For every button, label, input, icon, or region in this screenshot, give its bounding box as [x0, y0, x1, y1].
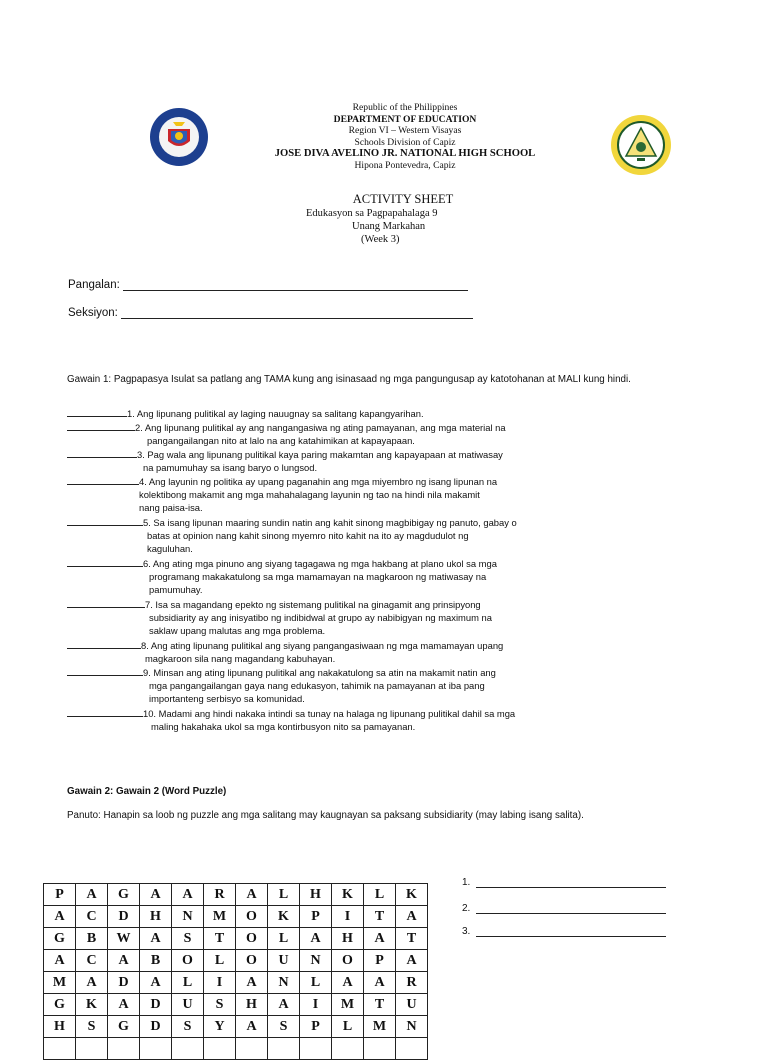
puzzle-cell[interactable]: L	[204, 950, 236, 972]
puzzle-cell[interactable]: A	[364, 972, 396, 994]
item-text-continuation: na pamumuhay sa isang baryo o lungsod.	[143, 461, 318, 473]
item-number: 2.	[135, 422, 143, 433]
item-text-continuation: subsidiarity ay ang inisyatibo ng indibidwal at grupo ay nabibigyan ng maximum na	[149, 611, 492, 623]
puzzle-cell[interactable]	[44, 1038, 76, 1060]
item-number: 3.	[137, 449, 145, 460]
item-text-continuation: importanteng serbisyo sa komunidad.	[149, 693, 305, 704]
answer-number: 2.	[462, 903, 471, 914]
tama-mali-item	[67, 516, 517, 528]
item-text: Ang ating lipunang pulitikal ang siyang pangangasiwaan ng mga mamamayan upang	[148, 640, 504, 651]
answer-line	[462, 877, 666, 888]
puzzle-cell[interactable]: P	[300, 1016, 332, 1038]
puzzle-cell[interactable]: U	[172, 994, 204, 1016]
region-text: Region VI – Western Visayas	[348, 125, 462, 137]
puzzle-cell[interactable]: K	[332, 884, 364, 906]
puzzle-cell[interactable]: A	[76, 884, 108, 906]
puzzle-cell[interactable]: P	[364, 950, 396, 972]
puzzle-cell[interactable]: I	[204, 972, 236, 994]
tama-mali-item	[67, 475, 497, 487]
tama-mali-item	[67, 598, 481, 610]
puzzle-cell[interactable]: P	[44, 884, 76, 906]
item-number: 10.	[143, 708, 157, 719]
puzzle-cell[interactable]: H	[300, 884, 332, 906]
name-input-line[interactable]	[123, 280, 468, 291]
answer-blank[interactable]	[67, 407, 127, 417]
puzzle-cell[interactable]: M	[332, 994, 364, 1016]
puzzle-cell[interactable]: T	[364, 906, 396, 928]
puzzle-cell[interactable]: U	[396, 994, 428, 1016]
puzzle-row	[44, 928, 428, 950]
puzzle-cell[interactable]	[172, 1038, 204, 1060]
puzzle-cell[interactable]: O	[332, 950, 364, 972]
puzzle-cell[interactable]: T	[364, 994, 396, 1016]
answer-blank[interactable]	[67, 598, 145, 608]
puzzle-cell[interactable]: U	[268, 950, 300, 972]
puzzle-row	[44, 1038, 428, 1060]
puzzle-cell[interactable]: D	[108, 906, 140, 928]
puzzle-cell[interactable]: I	[332, 906, 364, 928]
puzzle-cell[interactable]	[300, 1038, 332, 1060]
quarter-text: Unang Markahan	[352, 221, 426, 232]
school-header	[200, 102, 610, 172]
puzzle-cell[interactable]: B	[76, 928, 108, 950]
puzzle-cell[interactable]: L	[332, 1016, 364, 1038]
puzzle-cell[interactable]: M	[204, 906, 236, 928]
puzzle-cell[interactable]: A	[236, 1016, 268, 1038]
puzzle-cell[interactable]: G	[108, 1016, 140, 1038]
puzzle-cell[interactable]: D	[108, 972, 140, 994]
item-text: Ang layunin ng politika ay upang paganahin ang mga miyembro ng isang lipunan na	[146, 476, 498, 487]
puzzle-cell[interactable]: O	[236, 906, 268, 928]
puzzle-cell[interactable]	[236, 1038, 268, 1060]
puzzle-cell[interactable]: K	[268, 906, 300, 928]
department-text: DEPARTMENT OF EDUCATION	[333, 113, 477, 125]
puzzle-cell[interactable]: A	[140, 928, 172, 950]
puzzle-cell[interactable]: S	[172, 928, 204, 950]
puzzle-cell[interactable]: C	[76, 906, 108, 928]
item-number: 6.	[143, 558, 151, 569]
puzzle-cell[interactable]: G	[108, 884, 140, 906]
item-text-continuation: programang makakatulong sa mga mamamayan na magkaroon ng matiwasay na	[149, 570, 487, 582]
division-text: Schools Division of Capiz	[354, 136, 456, 148]
item-text: Minsan ang ating lipunang pulitikal ang nakakatulong sa atin na makamit natin ang	[150, 667, 496, 678]
item-text-continuation: pamumuhay.	[149, 584, 203, 595]
puzzle-row	[44, 950, 428, 972]
puzzle-cell[interactable]: H	[236, 994, 268, 1016]
item-number: 4.	[139, 476, 147, 487]
puzzle-cell[interactable]: T	[204, 928, 236, 950]
puzzle-cell[interactable]: L	[268, 928, 300, 950]
item-text: Isa sa magandang epekto ng sistemang pulitikal na ginagamit ang prinsipyong	[152, 599, 481, 610]
answer-line	[462, 903, 666, 914]
puzzle-cell[interactable]	[364, 1038, 396, 1060]
sheet-title: ACTIVITY SHEET	[352, 192, 454, 206]
puzzle-cell[interactable]: L	[172, 972, 204, 994]
puzzle-cell[interactable]	[332, 1038, 364, 1060]
item-text-continuation: saklaw upang malutas ang mga problema.	[149, 625, 326, 636]
tama-mali-item	[67, 448, 503, 460]
puzzle-cell[interactable]	[268, 1038, 300, 1060]
puzzle-cell[interactable]: A	[268, 994, 300, 1016]
answer-blank[interactable]	[67, 421, 135, 431]
answer-number: 1.	[462, 877, 471, 888]
puzzle-cell[interactable]: A	[396, 950, 428, 972]
school-name: JOSE DIVA AVELINO JR. NATIONAL HIGH SCHOOL	[274, 148, 536, 160]
puzzle-cell[interactable]: R	[396, 972, 428, 994]
item-text-continuation: batas at opinion nang kahit sinong myemro nito kahit na ito ay magdudulot ng	[147, 529, 469, 541]
puzzle-cell[interactable]: A	[108, 994, 140, 1016]
gawain1-label: Gawain 1	[67, 374, 109, 385]
answer-blank[interactable]	[67, 707, 143, 717]
answer-blank[interactable]	[67, 557, 143, 567]
puzzle-cell[interactable]: A	[236, 884, 268, 906]
item-text-continuation: mga pangangailangan gaya nang edukasyon, tahimik na pamayanan at iba pang	[149, 679, 485, 691]
puzzle-cell[interactable]: A	[364, 928, 396, 950]
puzzle-cell[interactable]: A	[172, 884, 204, 906]
puzzle-cell[interactable]: I	[300, 994, 332, 1016]
tama-mali-item	[67, 639, 503, 651]
puzzle-row	[44, 884, 428, 906]
item-text-continuation: magkaroon sila nang magandang kabuhayan.	[145, 652, 336, 664]
school-address: Hipona Pontevedra, Capiz	[354, 159, 456, 171]
school-seal-logo	[610, 114, 672, 176]
item-text: Ang lipunang pulitikal ay ang nangangasiwa ng ating pamayanan, ang mga material na	[142, 422, 506, 433]
item-text: Sa isang lipunan maaring sundin natin ang kahit sinong magbibigay ng panuto, gabay o	[150, 517, 517, 528]
gawain1-instruction	[67, 374, 707, 386]
puzzle-cell[interactable]: A	[236, 972, 268, 994]
puzzle-cell[interactable]	[108, 1038, 140, 1060]
item-number: 9.	[143, 667, 151, 678]
answer-blank[interactable]	[67, 666, 143, 676]
puzzle-cell[interactable]: D	[140, 1016, 172, 1038]
section-input-line[interactable]	[121, 308, 473, 319]
puzzle-cell[interactable]: A	[396, 906, 428, 928]
puzzle-cell[interactable]	[76, 1038, 108, 1060]
gawain1-instruction-text: : Pagpapasya Isulat sa patlang ang TAMA kung ang isinasaad ng mga pangungusap ay katotohanan at MALI kung hindi.	[108, 374, 631, 385]
answer-number: 3.	[462, 926, 471, 937]
puzzle-cell[interactable]: A	[300, 928, 332, 950]
puzzle-cell[interactable]: O	[236, 950, 268, 972]
puzzle-row	[44, 1016, 428, 1038]
item-number: 7.	[145, 599, 153, 610]
item-number: 5.	[143, 517, 151, 528]
puzzle-cell[interactable]: M	[44, 972, 76, 994]
puzzle-cell[interactable]: A	[140, 884, 172, 906]
answer-blank[interactable]	[67, 516, 143, 526]
tama-mali-item	[67, 707, 515, 719]
item-text-continuation: pangangailangan nito at lalo na ang katahimikan at kapayapaan.	[147, 434, 415, 446]
puzzle-cell[interactable]: H	[44, 1016, 76, 1038]
puzzle-cell[interactable]: A	[76, 972, 108, 994]
puzzle-cell[interactable]: A	[44, 906, 76, 928]
puzzle-cell[interactable]	[204, 1038, 236, 1060]
puzzle-cell[interactable]: L	[364, 884, 396, 906]
item-text-continuation: kolektibong makamit ang mga mahahalagang layunin ng tao na hindi nila makamit	[139, 488, 480, 500]
answer-blank[interactable]	[67, 448, 137, 458]
word-puzzle-grid	[43, 883, 428, 1060]
puzzle-cell[interactable]: R	[204, 884, 236, 906]
tama-mali-item	[67, 666, 496, 678]
puzzle-row	[44, 994, 428, 1016]
item-text: Madami ang hindi nakaka intindi sa tunay na halaga ng lipunang pulitikal dahil sa mga	[156, 708, 516, 719]
subject-text: Edukasyon sa Pagpapahalaga 9	[306, 208, 438, 219]
answer-blank[interactable]	[67, 475, 139, 485]
item-number: 8.	[141, 640, 149, 651]
answer-input-line[interactable]	[476, 926, 666, 937]
puzzle-cell[interactable]: D	[140, 994, 172, 1016]
puzzle-cell[interactable]: O	[172, 950, 204, 972]
item-text-continuation: maling hakahaka ukol sa mga kontirbusyon nito sa pamayanan.	[151, 720, 416, 732]
puzzle-row	[44, 906, 428, 928]
puzzle-cell[interactable]: Y	[204, 1016, 236, 1038]
item-text: Ang ating mga pinuno ang siyang tagagawa ng mga hakbang at plano ukol sa mga	[150, 558, 497, 569]
puzzle-cell[interactable]: N	[396, 1016, 428, 1038]
puzzle-cell[interactable]	[140, 1038, 172, 1060]
item-text: Ang lipunang pulitikal ay laging nauugnay sa salitang kapangyarihan.	[134, 408, 424, 419]
puzzle-cell[interactable]: S	[268, 1016, 300, 1038]
item-number: 1.	[127, 408, 135, 419]
puzzle-cell[interactable]: M	[364, 1016, 396, 1038]
puzzle-cell[interactable]: T	[396, 928, 428, 950]
puzzle-cell[interactable]: N	[268, 972, 300, 994]
answer-blank[interactable]	[67, 639, 141, 649]
answer-input-line[interactable]	[476, 903, 666, 914]
puzzle-cell[interactable]: S	[204, 994, 236, 1016]
item-text-continuation: kaguluhan.	[147, 543, 193, 554]
item-text-continuation: nang paisa-isa.	[139, 502, 203, 513]
item-text: Pag wala ang lipunang pulitikal kaya paring makamtan ang kapayapaan at matiwasay	[144, 449, 503, 460]
puzzle-cell[interactable]: A	[140, 972, 172, 994]
puzzle-cell[interactable]: A	[108, 950, 140, 972]
puzzle-cell[interactable]: S	[172, 1016, 204, 1038]
section-label: Seksiyon:	[68, 307, 118, 319]
puzzle-cell[interactable]: H	[332, 928, 364, 950]
puzzle-cell[interactable]: A	[44, 950, 76, 972]
name-label: Pangalan:	[68, 279, 120, 291]
puzzle-cell[interactable]: L	[268, 884, 300, 906]
puzzle-cell[interactable]: K	[76, 994, 108, 1016]
puzzle-cell[interactable]: C	[76, 950, 108, 972]
puzzle-cell[interactable]: W	[108, 928, 140, 950]
section-field	[68, 307, 473, 319]
gawain2-title: Gawain 2: Gawain 2 (Word Puzzle)	[67, 786, 227, 797]
puzzle-cell[interactable]: G	[44, 994, 76, 1016]
puzzle-cell[interactable]: N	[300, 950, 332, 972]
name-field	[68, 279, 468, 291]
puzzle-cell[interactable]: N	[172, 906, 204, 928]
puzzle-cell[interactable]: G	[44, 928, 76, 950]
puzzle-cell[interactable]: H	[140, 906, 172, 928]
puzzle-cell[interactable]: O	[236, 928, 268, 950]
gawain2-panuto: Panuto: Hanapin sa loob ng puzzle ang mga salitang may kaugnayan sa paksang subsidiarity (may labing isang salita).	[67, 810, 584, 821]
puzzle-cell[interactable]: S	[76, 1016, 108, 1038]
republic-text: Republic of the Philippines	[352, 102, 458, 113]
tama-mali-item	[67, 421, 506, 433]
puzzle-cell[interactable]: L	[300, 972, 332, 994]
answer-input-line[interactable]	[476, 877, 666, 888]
tama-mali-item	[67, 557, 497, 569]
tama-mali-item	[67, 407, 424, 419]
puzzle-cell[interactable]: K	[396, 884, 428, 906]
week-text: (Week 3)	[361, 234, 400, 245]
puzzle-cell[interactable]	[396, 1038, 428, 1060]
puzzle-cell[interactable]: B	[140, 950, 172, 972]
answer-line	[462, 926, 666, 937]
puzzle-cell[interactable]: P	[300, 906, 332, 928]
puzzle-cell[interactable]: A	[332, 972, 364, 994]
puzzle-row	[44, 972, 428, 994]
